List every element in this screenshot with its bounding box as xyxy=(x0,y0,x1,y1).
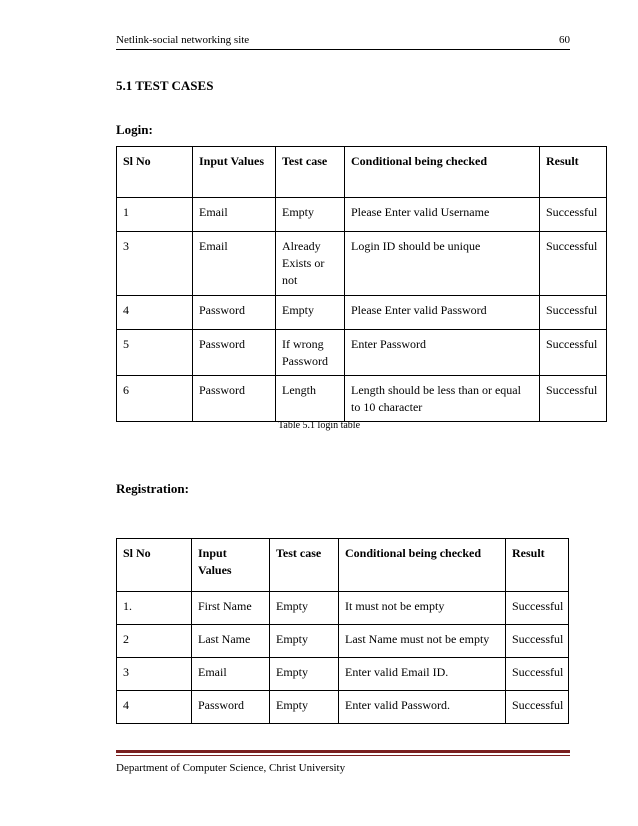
cell-result: Successful xyxy=(506,625,569,658)
column-header-sl-no: Sl No xyxy=(117,147,193,198)
column-header-condition: Conditional being checked xyxy=(345,147,540,198)
cell-test-case: Empty xyxy=(270,691,339,724)
cell-condition: Enter Password xyxy=(345,330,540,376)
cell-input-values: Email xyxy=(192,658,270,691)
table-header-row xyxy=(117,147,607,198)
cell-result: Successful xyxy=(506,691,569,724)
cell-input-values: Email xyxy=(193,232,276,296)
cell-sl-no: 1 xyxy=(117,198,193,232)
cell-sl-no: 2 xyxy=(117,625,192,658)
footer-divider-thick xyxy=(116,750,570,753)
table-row xyxy=(117,658,569,691)
cell-input-values: Password xyxy=(193,376,276,422)
cell-result: Successful xyxy=(540,330,607,376)
login-test-table xyxy=(116,146,607,422)
cell-condition: It must not be empty xyxy=(339,592,506,625)
cell-input-values: Password xyxy=(193,296,276,330)
cell-condition: Login ID should be unique xyxy=(345,232,540,296)
table-row xyxy=(117,330,607,376)
table-row xyxy=(117,296,607,330)
column-header-condition: Conditional being checked xyxy=(339,539,506,592)
column-header-test-case: Test case xyxy=(276,147,345,198)
cell-test-case: Empty xyxy=(270,592,339,625)
table-row xyxy=(117,592,569,625)
cell-input-values: Last Name xyxy=(192,625,270,658)
cell-test-case: Already Exists or not xyxy=(276,232,345,296)
column-header-sl-no: Sl No xyxy=(117,539,192,592)
table-row xyxy=(117,376,607,422)
cell-sl-no: 4 xyxy=(117,296,193,330)
table-header-row xyxy=(117,539,569,592)
registration-heading: Registration: xyxy=(116,481,189,496)
column-header-input-values: Input Values xyxy=(192,539,270,592)
cell-test-case: Empty xyxy=(276,198,345,232)
cell-input-values: Password xyxy=(193,330,276,376)
cell-condition: Last Name must not be empty xyxy=(339,625,506,658)
cell-sl-no: 6 xyxy=(117,376,193,422)
cell-condition: Please Enter valid Password xyxy=(345,296,540,330)
cell-test-case: Length xyxy=(276,376,345,422)
cell-test-case: Empty xyxy=(270,625,339,658)
column-header-result: Result xyxy=(540,147,607,198)
column-header-test-case: Test case xyxy=(270,539,339,592)
document-title: Netlink-social networking site xyxy=(116,34,250,46)
cell-input-values: Password xyxy=(192,691,270,724)
cell-sl-no: 4 xyxy=(117,691,192,724)
login-heading: Login: xyxy=(116,122,153,137)
table-row xyxy=(117,232,607,296)
cell-input-values: Email xyxy=(193,198,276,232)
cell-condition: Enter valid Password. xyxy=(339,691,506,724)
cell-condition: Enter valid Email ID. xyxy=(339,658,506,691)
cell-test-case: Empty xyxy=(270,658,339,691)
cell-sl-no: 5 xyxy=(117,330,193,376)
cell-result: Successful xyxy=(540,198,607,232)
cell-sl-no: 1. xyxy=(117,592,192,625)
cell-result: Successful xyxy=(540,232,607,296)
cell-condition: Please Enter valid Username xyxy=(345,198,540,232)
registration-test-table xyxy=(116,538,569,724)
section-heading: 5.1 TEST CASES xyxy=(116,78,214,93)
column-header-result: Result xyxy=(506,539,569,592)
cell-result: Successful xyxy=(540,296,607,330)
table-row xyxy=(117,198,607,232)
footer-text: Department of Computer Science, Christ University xyxy=(116,762,346,774)
cell-sl-no: 3 xyxy=(117,658,192,691)
cell-condition: Length should be less than or equal to 10 character xyxy=(345,376,540,422)
table-caption: Table 5.1 login table xyxy=(277,420,361,431)
cell-result: Successful xyxy=(540,376,607,422)
page-header xyxy=(116,28,570,50)
page-number: 60 xyxy=(559,34,570,46)
table-row xyxy=(117,625,569,658)
header-divider xyxy=(116,49,570,50)
column-header-input-values: Input Values xyxy=(193,147,276,198)
cell-result: Successful xyxy=(506,658,569,691)
footer-divider-thin xyxy=(116,755,570,756)
cell-test-case: If wrong Password xyxy=(276,330,345,376)
cell-test-case: Empty xyxy=(276,296,345,330)
cell-result: Successful xyxy=(506,592,569,625)
cell-input-values: First Name xyxy=(192,592,270,625)
table-row xyxy=(117,691,569,724)
cell-sl-no: 3 xyxy=(117,232,193,296)
